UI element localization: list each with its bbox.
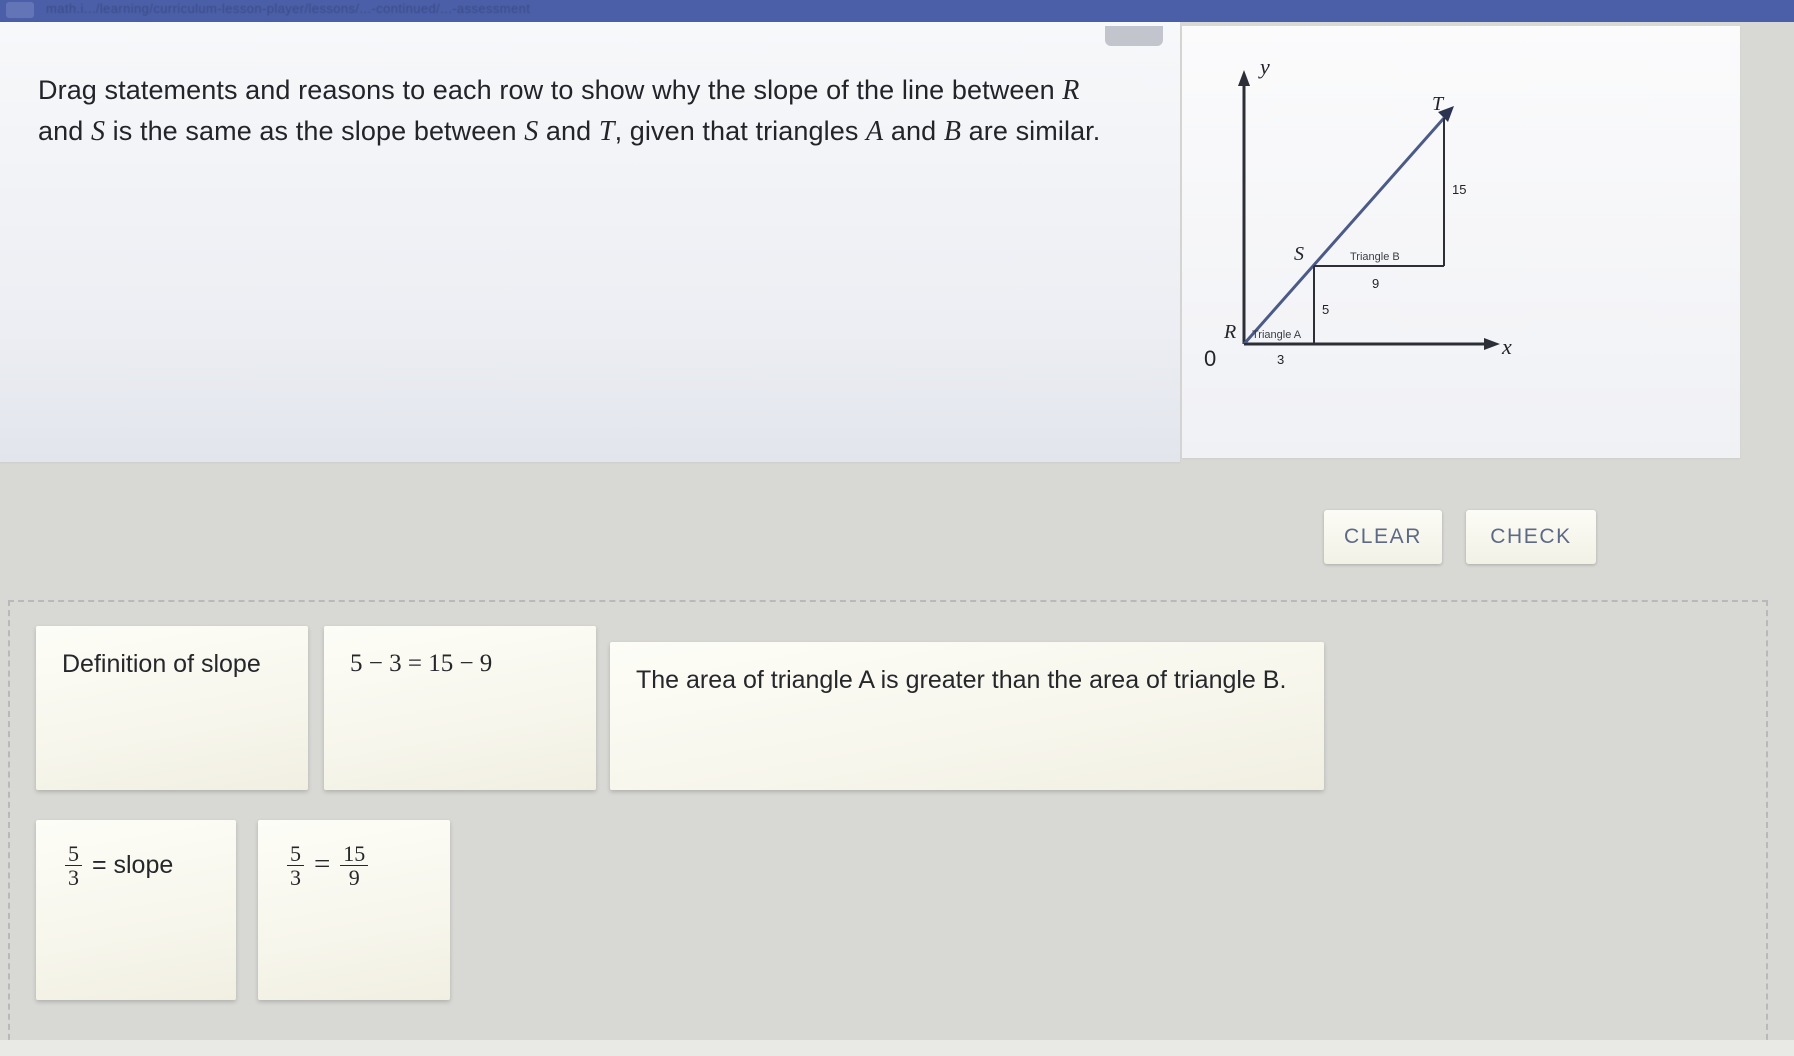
graph-leg-b-vertical: 15 [1452, 182, 1467, 197]
question-panel [0, 22, 1180, 462]
question-var-S2: S [524, 116, 539, 148]
fraction-denominator: 3 [65, 865, 82, 889]
graph-point-S: S [1294, 243, 1304, 265]
check-button[interactable]: CHECK [1466, 510, 1596, 564]
browser-chrome-strip [0, 0, 1794, 22]
drag-tile-five-thirds-slope-label: = slope [85, 851, 174, 879]
question-line1a: Drag statements and reasons to each row to show why the slope of the line between [38, 75, 1063, 105]
question-var-T: T [598, 116, 615, 148]
question-var-B: B [943, 116, 962, 148]
fraction-five-thirds-left [287, 842, 304, 889]
graph-leg-b-horizontal: 9 [1372, 276, 1380, 291]
drag-tile-definition-of-slope[interactable] [36, 626, 308, 790]
drag-tile-equation-5-3-15-9[interactable] [324, 626, 596, 790]
drag-tile-equation-5-3-15-9-label: 5 − 3 = 15 − 9 [350, 650, 493, 677]
coordinate-graph [1182, 26, 1740, 458]
address-bar-text[interactable]: math.i.../learning/curriculum-lesson-player/lessons/...-continued/...-assessment [46, 1, 531, 16]
graph-origin-label: 0 [1204, 346, 1217, 371]
question-line2d: and [883, 116, 944, 147]
question-text [38, 70, 1128, 153]
graph-panel [1182, 26, 1740, 458]
question-line1b: and [38, 116, 91, 147]
drag-tile-bank [8, 600, 1768, 1050]
graph-triangle-a-label: Triangle A [1252, 329, 1302, 341]
graph-y-label: y [1260, 54, 1270, 79]
fraction-denominator: 9 [340, 865, 368, 889]
graph-leg-a-horizontal: 3 [1277, 352, 1285, 367]
fraction-five-thirds [65, 842, 82, 889]
graph-triangle-b-label: Triangle B [1350, 251, 1400, 263]
graph-leg-a-vertical: 5 [1322, 302, 1330, 317]
drag-tile-five-thirds-slope[interactable] [36, 820, 236, 1000]
drag-tile-area-statement-label: The area of triangle A is greater than the area of triangle B. [636, 666, 1287, 694]
fraction-fifteen-ninths-right [340, 842, 368, 889]
fraction-numerator: 5 [68, 841, 79, 866]
question-line2b: and [538, 116, 599, 147]
graph-x-label: x [1502, 334, 1512, 359]
equals-sign: = [313, 848, 331, 880]
graph-point-R: R [1224, 321, 1237, 343]
drag-tile-five-thirds-equals-fifteen-ninths[interactable] [258, 820, 450, 1000]
clear-button[interactable]: CLEAR [1324, 510, 1442, 564]
panel-nub [1105, 26, 1163, 46]
fraction-numerator: 15 [343, 841, 366, 866]
bottom-band [0, 1040, 1794, 1056]
question-line3: similar. [1015, 116, 1101, 147]
question-line2c: , given that triangles [614, 116, 867, 147]
question-line2a: is the same as the slope between [105, 116, 525, 147]
fraction-numerator: 5 [290, 841, 301, 866]
question-var-R: R [1062, 75, 1080, 106]
graph-point-T: T [1432, 93, 1444, 115]
question-line2e: are [961, 116, 1008, 147]
question-var-S: S [90, 116, 106, 148]
drag-tile-definition-of-slope-label: Definition of slope [62, 650, 261, 678]
browser-tab[interactable] [6, 2, 34, 18]
fraction-denominator: 3 [287, 865, 304, 889]
drag-tile-area-statement[interactable] [610, 642, 1324, 790]
action-button-row [0, 510, 1794, 572]
question-var-A: A [866, 116, 884, 148]
